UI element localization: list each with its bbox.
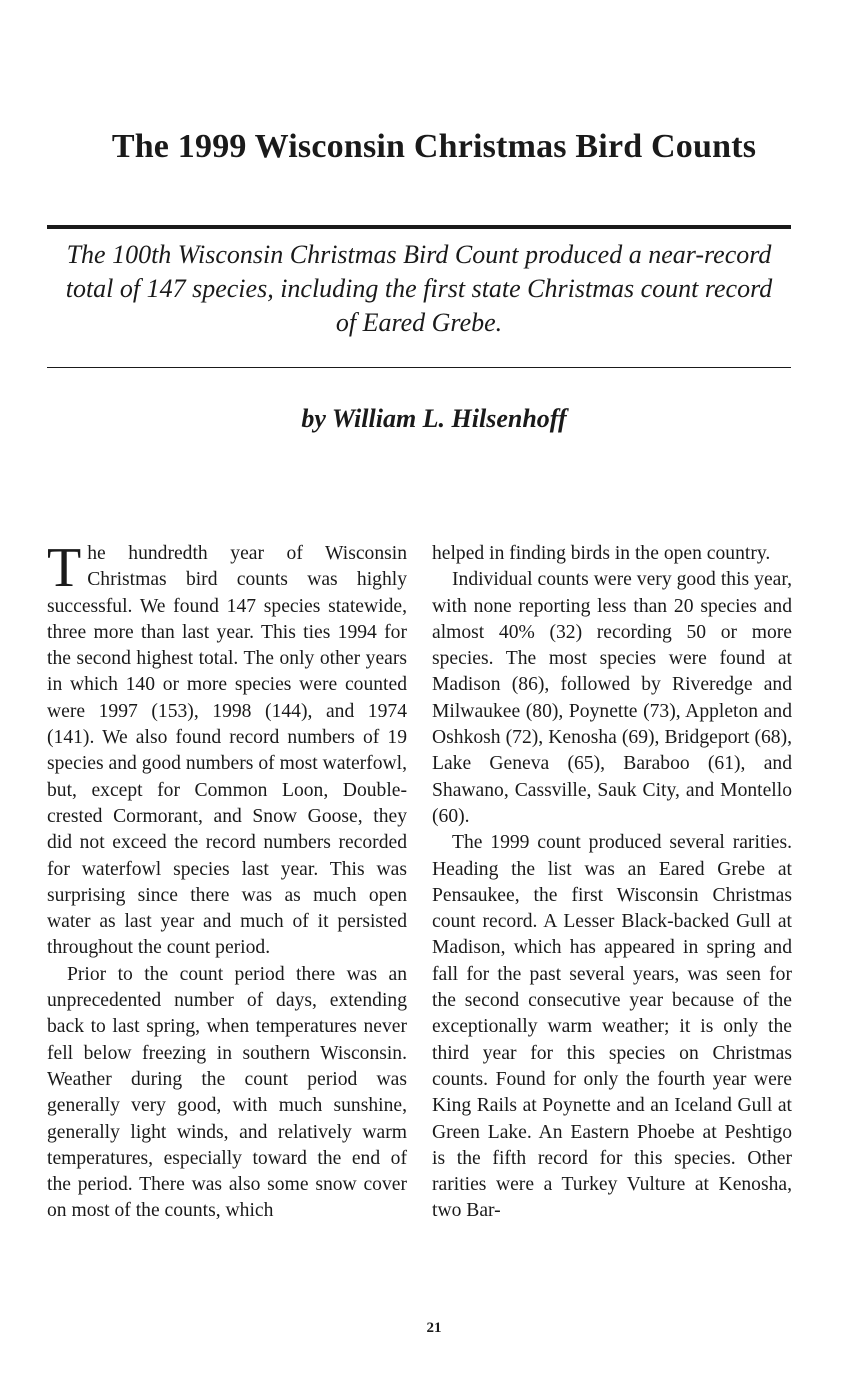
article-subtitle: The 100th Wisconsin Christmas Bird Count produced a near-record total of 147 species, including the first state Christmas count record of Eared Grebe. bbox=[65, 240, 773, 337]
left-column bbox=[47, 537, 407, 1225]
author-byline: by William L. Hilsenhoff bbox=[301, 404, 567, 433]
paragraph-4: Individual counts were very good this year, with none reporting less than 20 species and almost 40% (32) recording 50 or more species. The most species were found at Madison (86), followed by Riveredge and Milwaukee (80), Poynette (73), Appleton and Oshkosh (72), Kenosha (69), Bridgeport (68), Lake Geneva (65), Baraboo (61), and Shawano, Cassville, Sauk City, and Montello (60). bbox=[432, 569, 792, 827]
title-rule bbox=[47, 225, 791, 229]
drop-cap: T bbox=[47, 537, 82, 599]
paragraph-5: The 1999 count produced several rarities. Heading the list was an Eared Grebe at Pensaukee, the first Wisconsin Christmas count record. A Lesser Black-backed Gull at Madison, which has appeared in spring and fall for the past several years, was seen for the second consecutive year because of the exceptionally warm weather; it is only the third year for this species on Christmas counts. Found for only the fourth year were King Rails at Poynette and an Iceland Gull at Green Lake. An Eastern Phoebe at Peshtigo is the fifth record for this species. Other rarities were a Turkey Vulture at Kenosha, two Bar- bbox=[432, 832, 792, 1222]
paragraph-2: Prior to the count period there was an unprecedented number of days, extending back to last spring, when temperatures never fell below freezing in southern Wisconsin. Weather during the count period was generally very good, with much sunshine, generally light winds, and relatively warm temperatures, especially toward the end of the period. There was also some snow cover on most of the counts, which bbox=[47, 963, 407, 1222]
right-column bbox=[432, 541, 792, 1225]
paragraph-1-text: he hundredth year of Wisconsin Christmas bird counts was highly successful. We found 147 species statewide, three more than last year. This ties 1994 for the second highest total. The only other years in which 140 or more species were counted were 1997 (153), 1998 (144), and 1974 (141). We also found record numbers of 19 species and good numbers of most waterfowl, but, except for Common Loon, Double-crested Cormorant, and Snow Goose, they did not exceed the record numbers recorded for waterfowl species last year. This was surprising since there was as much open water as last year and much of it persisted throughout the count period. bbox=[47, 543, 407, 959]
subtitle-rule bbox=[47, 367, 791, 368]
paragraph-3: helped in finding birds in the open country. bbox=[432, 543, 771, 564]
article-title: The 1999 Wisconsin Christmas Bird Counts bbox=[111, 128, 757, 165]
paragraph-1 bbox=[47, 537, 407, 962]
page-number: 21 bbox=[426, 1320, 442, 1336]
